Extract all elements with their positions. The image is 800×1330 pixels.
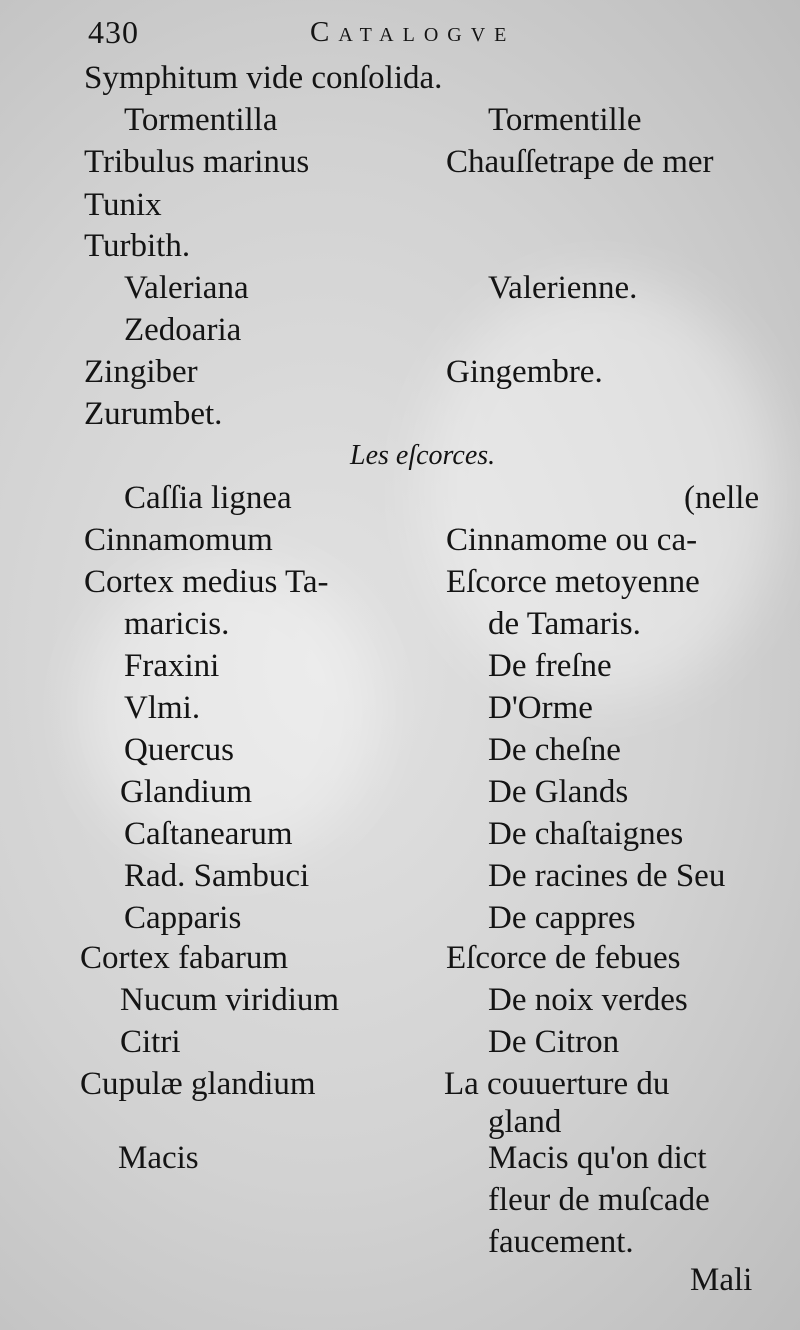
latin-entry: Tunix <box>84 187 162 223</box>
latin-entry: Zedoaria <box>124 312 242 348</box>
french-entry: De chaſtaignes <box>488 816 684 852</box>
latin-entry: Cortex fabarum <box>80 940 289 976</box>
latin-entry: Vlmi. <box>124 690 201 726</box>
french-entry: De racines de Seu <box>488 858 726 894</box>
french-entry: faucement. <box>488 1224 634 1260</box>
latin-entry: Citri <box>120 1024 181 1060</box>
french-entry: La couuerture du <box>444 1066 670 1102</box>
latin-entry: Cortex medius Ta- <box>84 564 329 600</box>
french-entry: De cheſne <box>488 732 621 768</box>
latin-entry: Macis <box>118 1140 199 1176</box>
latin-entry: Zurumbet. <box>84 396 223 432</box>
latin-entry: Nucum viridium <box>120 982 340 1018</box>
french-entry: De cappres <box>488 900 636 936</box>
latin-entry: Valeriana <box>124 270 249 306</box>
section-heading: Les eſcorces. <box>350 440 496 471</box>
latin-entry: Caſſia lignea <box>124 480 292 516</box>
french-entry: Tormentille <box>488 102 642 138</box>
latin-entry: Capparis <box>124 900 242 936</box>
latin-entry: maricis. <box>124 606 230 642</box>
french-entry: Eſcorce de febues <box>446 940 681 976</box>
latin-entry: Rad. Sambuci <box>124 858 310 894</box>
latin-entry: Quercus <box>124 732 234 768</box>
french-entry: Valerienne. <box>488 270 638 306</box>
french-entry: de Tamaris. <box>488 606 641 642</box>
latin-entry: Fraxini <box>124 648 220 684</box>
latin-entry: Turbith. <box>84 228 191 264</box>
catchword: Mali <box>690 1262 753 1298</box>
french-entry: Gingembre. <box>446 354 603 390</box>
latin-entry: Cinnamomum <box>84 522 273 558</box>
french-entry: fleur de muſcade <box>488 1182 710 1218</box>
french-entry: De freſne <box>488 648 612 684</box>
latin-entry: Zingiber <box>84 354 198 390</box>
french-entry: Eſcorce metoyenne <box>446 564 700 600</box>
latin-entry: Symphitum vide conſolida. <box>84 60 443 96</box>
latin-entry: Glandium <box>120 774 252 810</box>
french-entry: De Glands <box>488 774 629 810</box>
latin-entry: Tribulus marinus <box>84 144 310 180</box>
french-entry: Macis qu'on dict <box>488 1140 707 1176</box>
latin-entry: Tormentilla <box>124 102 278 138</box>
page-number: 430 <box>88 14 139 50</box>
french-entry: Cinnamome ou ca- <box>446 522 698 558</box>
french-entry: De Citron <box>488 1024 620 1060</box>
latin-entry: Cupulæ glandium <box>80 1066 316 1102</box>
french-entry: D'Orme <box>488 690 593 726</box>
french-entry: gland <box>488 1104 562 1140</box>
running-title: Catalogve <box>310 16 516 48</box>
latin-entry: Caſtanearum <box>124 816 293 852</box>
french-entry: De noix verdes <box>488 982 688 1018</box>
french-entry: (nelle <box>684 480 760 516</box>
french-entry: Chauſſetrape de mer <box>446 144 714 180</box>
